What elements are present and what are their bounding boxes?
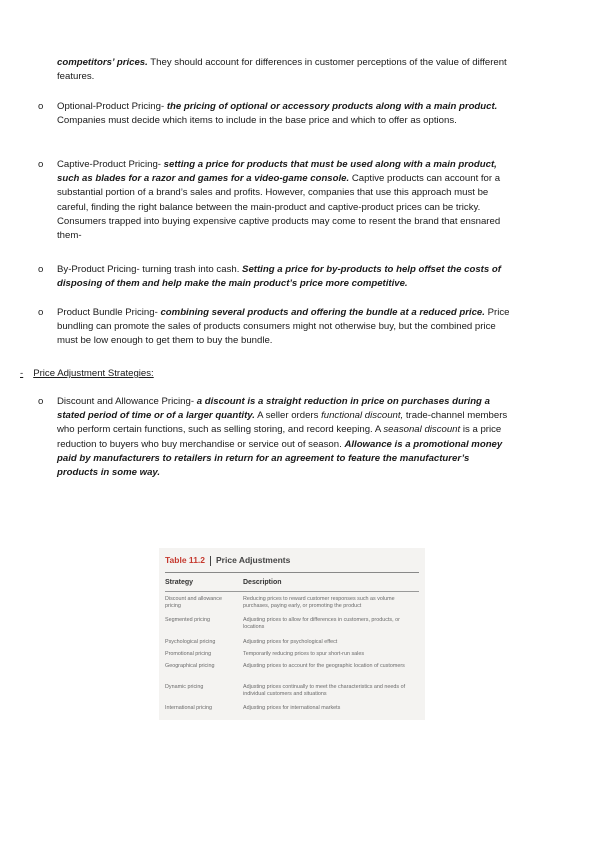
- paragraph-optional-product-pricing: [57, 100, 512, 128]
- description-cell: Adjusting prices for international markets: [243, 705, 341, 711]
- paragraph-value-based-continuation: [57, 56, 512, 84]
- description-cell: Adjusting prices for psychological effect: [243, 639, 338, 645]
- bold-text: Allowance is a promotional money paid by manufacturers to retailers in return for an agreement to feature the manufacturer’s products in some way.: [57, 438, 503, 479]
- section-heading: [20, 367, 154, 381]
- table-header: [165, 555, 290, 566]
- bold-text: competitors’ prices.: [57, 57, 148, 68]
- bullet-marker: o: [38, 307, 44, 318]
- body-text: Companies must decide which items to include in the base price and which to offer as options.: [57, 115, 457, 127]
- strategy-cell: Psychological pricing: [165, 639, 216, 645]
- body-text: Price bundling can promote the sales of products consumers might not otherwise buy, but the combined price must be low enough to get them to buy the bundle.: [57, 307, 510, 347]
- body-text: is a price reduction to buyers who buy merchandise or service out of season.: [57, 424, 502, 450]
- definition-text: setting a price for products that must be used along with a main product, such as blades for a razor and games for a video-game console.: [57, 159, 497, 185]
- table-rule: [165, 572, 419, 573]
- table-rule: [165, 591, 419, 592]
- term-name: Product Bundle Pricing-: [57, 307, 158, 318]
- term-name: Optional-Product Pricing-: [57, 101, 165, 112]
- bullet-marker: o: [38, 264, 44, 275]
- italic-term: functional discount,: [321, 410, 404, 422]
- strategy-cell: Dynamic pricing: [165, 684, 204, 690]
- table-title: Price Adjustments: [216, 555, 291, 565]
- description-cell: Temporarily reducing prices to spur short-run sales: [243, 651, 365, 657]
- body-text: Captive products can account for a substantial portion of a brand’s sales and profits. However, companies that use this approach must be careful, finding the right balance between the main-product and captive-product prices can be tricky. Consumers trapped into buying expensive captive products may come to resent the brand that ensnared them-: [57, 173, 501, 242]
- strategy-cell: International pricing: [165, 705, 213, 711]
- description-cell: Adjusting prices to account for the geographic location of customers: [243, 663, 405, 669]
- bullet-marker: o: [38, 396, 44, 407]
- strategy-cell: Geographical pricing: [165, 663, 215, 669]
- description-cell: Reducing prices to reward customer responses such as volume purchases, paying early, or promoting the product: [243, 596, 395, 609]
- italic-term: seasonal discount: [383, 424, 461, 436]
- description-cell: Adjusting prices to allow for differences in customers, products, or locations: [243, 617, 400, 630]
- paragraph-discount-allowance-pricing: [57, 395, 512, 480]
- column-header-strategy: Strategy: [165, 579, 194, 586]
- price-adjustments-table: [159, 548, 425, 720]
- term-name: Discount and Allowance Pricing-: [57, 396, 195, 407]
- column-header-description: Description: [243, 579, 282, 586]
- paragraph-product-bundle-pricing: [57, 306, 512, 349]
- bullet-marker: o: [38, 159, 44, 170]
- definition-text: combining several products and offering the bundle at a reduced price.: [157, 307, 485, 318]
- term-name: Captive-Product Pricing-: [57, 159, 161, 170]
- definition-text: Setting a price for by-products to help offset the costs of disposing of them and help make the main product’s price more competitive.: [57, 264, 501, 290]
- heading-text: Price Adjustment Strategies:: [33, 368, 154, 379]
- term-name: By-Product Pricing- turning trash into cash.: [57, 264, 240, 275]
- strategy-cell: Segmented pricing: [165, 617, 210, 623]
- definition-text: a discount is a straight reduction in price on purchases during a stated period of time or of a larger quantity.: [57, 396, 490, 422]
- description-cell: Adjusting prices continually to meet the characteristics and needs of individual customers and situations: [243, 684, 406, 697]
- body-text: They should account for differences in customer perceptions of the value of different features.: [57, 57, 507, 83]
- table-number: Table 11.2: [165, 555, 206, 565]
- body-text: A seller orders: [254, 410, 322, 422]
- paragraph-captive-product-pricing: [57, 158, 512, 243]
- header-divider: [210, 556, 211, 566]
- body-text: trade-channel members who perform certain functions, such as selling storing, and record keeping. A: [57, 410, 508, 436]
- paragraph-by-product-pricing: [57, 263, 512, 291]
- bullet-marker: o: [38, 101, 44, 112]
- heading-dash: -: [20, 368, 24, 379]
- strategy-cell: Promotional pricing: [165, 651, 212, 657]
- definition-text: the pricing of optional or accessory products along with a main product.: [164, 101, 498, 112]
- strategy-cell: Discount and allowance pricing: [165, 596, 222, 609]
